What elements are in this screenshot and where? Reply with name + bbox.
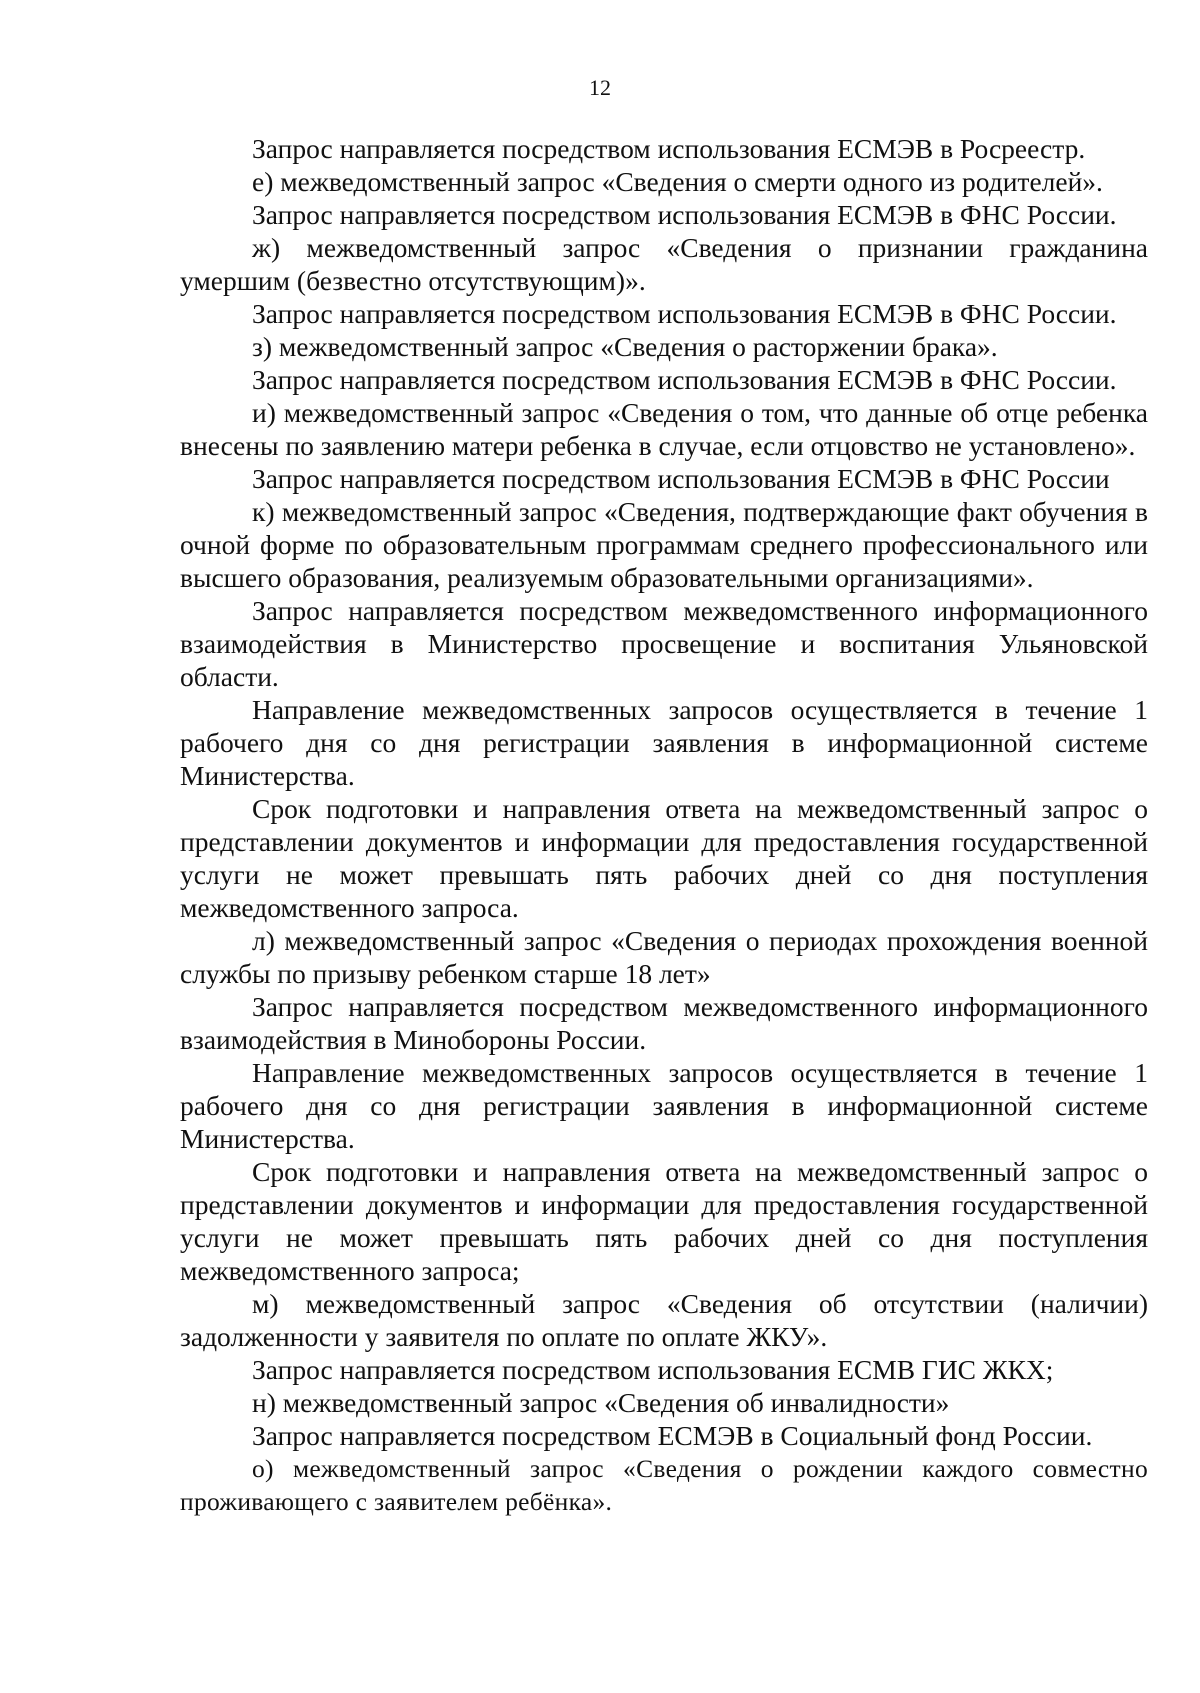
page-number: 12 bbox=[589, 75, 611, 100]
paragraph: Направление межведомственных запросов осуществляется в течение 1 рабочего дня со дня регистрации заявления в информационной системе Министерства. bbox=[180, 694, 1148, 791]
paragraph: е) межведомственный запрос «Сведения о смерти одного из родителей». bbox=[252, 166, 1103, 197]
paragraph: Запрос направляется посредством использования ЕСМЭВ в ФНС России. bbox=[252, 199, 1117, 230]
paragraph: Направление межведомственных запросов осуществляется в течение 1 рабочего дня со дня регистрации заявления в информационной системе Министерства. bbox=[180, 1057, 1148, 1154]
paragraph: о) межведомственный запрос «Сведения о рождении каждого совместно проживающего с заявителем ребёнка». bbox=[180, 1454, 1148, 1516]
paragraph: Запрос направляется посредством использования ЕСМЭВ в ФНС России bbox=[252, 463, 1110, 494]
paragraph: м) межведомственный запрос «Сведения об отсутствии (наличии) задолженности у заявителя по оплате по оплате ЖКУ». bbox=[180, 1288, 1148, 1352]
paragraph: Срок подготовки и направления ответа на межведомственный запрос о представлении документов и информации для предоставления государственной услуги не может превышать пять рабочих дней со дня поступления межведомственного запроса; bbox=[180, 1156, 1148, 1286]
paragraph: н) межведомственный запрос «Сведения об инвалидности» bbox=[252, 1387, 950, 1418]
paragraph: Запрос направляется посредством использования ЕСМВ ГИС ЖКХ; bbox=[252, 1354, 1054, 1385]
paragraph: ж) межведомственный запрос «Сведения о признании гражданина умершим (безвестно отсутствующим)». bbox=[180, 232, 1148, 296]
paragraph: з) межведомственный запрос «Сведения о расторжении брака». bbox=[252, 331, 998, 362]
paragraph: л) межведомственный запрос «Сведения о периодах прохождения военной службы по призыву ребенком старше 18 лет» bbox=[180, 925, 1148, 989]
document-body bbox=[180, 132, 1148, 1518]
paragraph: Запрос направляется посредством ЕСМЭВ в Социальный фонд России. bbox=[252, 1420, 1093, 1451]
paragraph: Запрос направляется посредством межведомственного информационного взаимодействия в Минобороны России. bbox=[180, 991, 1148, 1055]
paragraph: Запрос направляется посредством использования ЕСМЭВ в ФНС России. bbox=[252, 298, 1117, 329]
paragraph: к) межведомственный запрос «Сведения, подтверждающие факт обучения в очной форме по образовательным программам среднего профессионального или высшего образования, реализуемым образовательными организациями». bbox=[180, 496, 1148, 593]
paragraph: Запрос направляется посредством использования ЕСМЭВ в Росреестр. bbox=[252, 133, 1086, 164]
paragraph: Запрос направляется посредством использования ЕСМЭВ в ФНС России. bbox=[252, 364, 1117, 395]
paragraph: Запрос направляется посредством межведомственного информационного взаимодействия в Министерство просвещение и воспитания Ульяновской области. bbox=[180, 595, 1148, 692]
paragraph: Срок подготовки и направления ответа на межведомственный запрос о представлении документов и информации для предоставления государственной услуги не может превышать пять рабочих дней со дня поступления межведомственного запроса. bbox=[180, 793, 1148, 923]
paragraph: и) межведомственный запрос «Сведения о том, что данные об отце ребенка внесены по заявлению матери ребенка в случае, если отцовство не установлено». bbox=[180, 397, 1148, 461]
